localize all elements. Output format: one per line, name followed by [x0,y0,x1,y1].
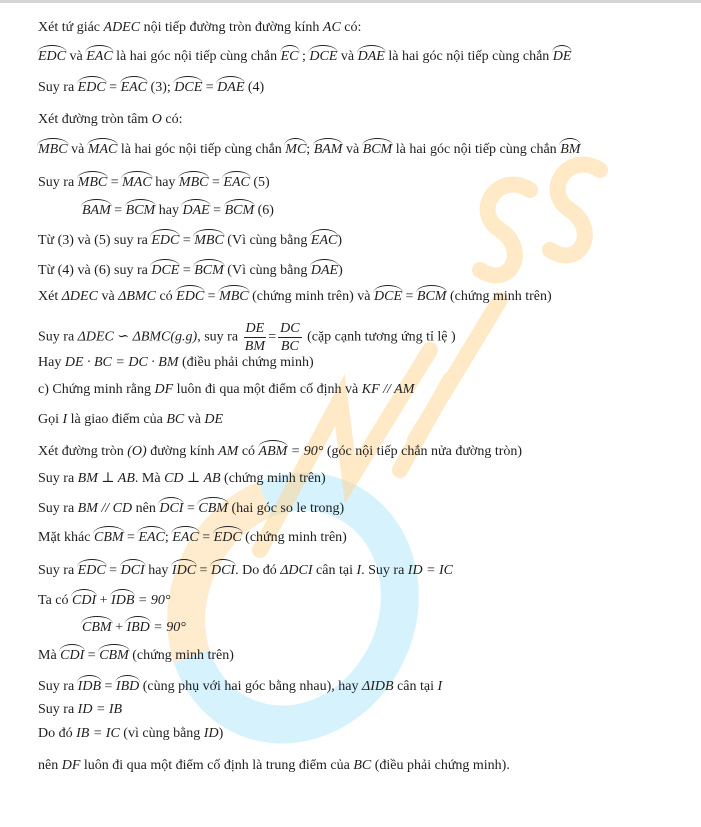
math-expression: = 90° [287,444,324,459]
angle-symbol: BAM [313,142,343,157]
text-segment: Suy ra [38,471,78,486]
text-segment: (chứng minh trên) [446,289,552,304]
text-line [38,173,270,193]
fraction-denominator: BC [280,339,299,354]
math-expression: AC [322,20,341,35]
angle-symbol: EAC [310,233,338,248]
text-line [38,110,182,130]
angle-symbol: DCI [210,563,236,578]
angle-symbol: CDI [60,648,85,663]
text-segment: Hay [38,355,65,370]
angle-symbol: DCI [159,501,184,516]
text-line [38,18,361,38]
text-segment: và [337,49,358,64]
angle-symbol: DCE [309,49,338,64]
text-segment: và [342,142,363,157]
text-segment: = [110,203,126,218]
text-line [38,78,264,98]
fraction [278,320,301,355]
text-segment: (Vì cùng bằng [223,233,311,248]
text-segment: Do đó [38,726,77,741]
math-expression: BC [353,758,372,773]
angle-symbol: IDC [171,563,197,578]
text-segment: (3); [147,80,175,95]
angle-symbol: MAC [87,142,118,157]
angle-symbol: EDC [77,563,106,578]
text-segment: ; [298,49,310,64]
angle-symbol: EAC [86,49,113,64]
angle-symbol: MBC [77,175,108,190]
text-segment: Suy ra [38,702,78,717]
text-segment: = [179,263,195,278]
text-segment: ) [338,263,343,278]
text-line [38,724,223,744]
math-expression: (O) [127,444,147,459]
math-expression: ΔBMC [118,289,156,304]
text-segment: Gọi [38,412,63,427]
math-expression: IB = IC [76,726,120,741]
math-expression: CD ⊥ AB [164,471,221,486]
text-line [38,591,170,611]
text-segment: Suy ra [38,329,78,345]
text-segment: hay [151,175,179,190]
text-line [38,677,442,697]
text-segment: = [209,203,225,218]
text-line [38,231,342,251]
angle-symbol: MC [285,142,307,157]
text-segment: + [96,593,112,608]
angle-symbol: EAC [172,530,199,545]
text-segment: = [107,175,123,190]
text-segment: và [66,49,87,64]
text-line [82,201,274,221]
text-segment: = [208,175,224,190]
text-segment: và [67,142,88,157]
text-segment: ; [164,530,173,545]
angle-symbol: BCM [224,203,255,218]
text-segment: là giao điểm của [67,412,167,427]
angle-symbol: DAE [357,49,385,64]
angle-symbol: CBM [82,620,112,635]
text-segment: = [105,80,121,95]
text-line [38,442,522,462]
angle-symbol: EDC [77,80,106,95]
fraction-numerator: DC [280,321,300,336]
text-segment: = [105,563,121,578]
text-line [38,561,453,581]
text-segment: (chứng minh trên) và [248,289,375,304]
text-segment: và [97,289,119,304]
text-segment: ) [337,233,343,248]
math-expression: O [151,112,162,127]
text-segment: , suy ra [197,329,242,345]
math-expression: BM ⊥ AB [77,471,135,486]
angle-symbol: DAE [310,263,339,278]
angle-symbol: CDI [72,593,97,608]
text-segment: Từ (3) và (5) suy ra [38,233,152,248]
text-segment: đường kính [146,444,219,459]
text-segment: nên [38,758,62,773]
text-segment: nên [132,501,160,516]
text-segment: cân tại [393,679,438,694]
angle-symbol: MBC [38,142,68,157]
text-segment: (Vì cùng bằng [223,263,311,278]
angle-symbol: IDB [111,593,135,608]
text-segment: Xét đường tròn tâm [38,112,152,127]
angle-symbol: MBC [219,289,249,304]
angle-symbol: EAC [138,530,165,545]
text-line [38,700,122,720]
text-segment: Suy ra [38,679,78,694]
text-segment: Suy ra [38,175,78,190]
math-expression: I [62,412,68,427]
math-expression: BM // CD [77,501,133,516]
angle-symbol: BCM [416,289,447,304]
text-segment: = [179,233,195,248]
angle-symbol: CBM [198,501,228,516]
text-segment: = [204,289,220,304]
text-segment: (6) [254,203,274,218]
angle-symbol: DCI [120,563,145,578]
text-line [38,353,314,373]
math-expression: KF // AM [361,382,415,397]
text-segment: Suy ra [38,501,78,516]
angle-symbol: ABM [258,444,288,459]
text-segment: (chứng minh trên) [241,530,347,545]
angle-symbol: EAC [120,80,148,95]
text-segment: ; [306,142,314,157]
text-line [38,469,326,489]
text-segment: . Suy ra [361,563,408,578]
math-expression: AM [218,444,239,459]
angle-symbol: BAM [82,203,111,218]
text-segment: ) [218,726,224,741]
text-segment: có [238,444,259,459]
text-segment: = [84,648,100,663]
top-divider [0,0,701,3]
text-segment: Suy ra [38,80,78,95]
math-expression: DE [204,412,224,427]
text-segment: Ta có [38,593,73,608]
text-segment: là hai góc nội tiếp cùng chắn [384,49,553,64]
text-segment: có [155,289,177,304]
math-expression: DE · BC = DC · BM [64,355,179,370]
math-expression: I [356,563,362,578]
text-segment: Xét đường tròn [38,444,128,459]
text-line [38,380,414,400]
text-segment: (chứng minh trên) [220,471,326,486]
text-segment: và [184,412,205,427]
angle-symbol: EDC [176,289,205,304]
text-segment: (hai góc so le trong) [227,501,345,516]
angle-symbol: CBM [93,530,124,545]
text-segment: Xét tứ giác [38,20,104,35]
angle-symbol: BM [560,142,581,157]
angle-symbol: DE [552,49,572,64]
text-segment: Suy ra [38,563,78,578]
angle-symbol: IDB [77,679,101,694]
text-segment: hay [144,563,172,578]
text-segment: luôn đi qua một điểm cố định và [173,382,362,397]
text-segment: = [196,563,211,578]
text-segment: = [402,289,417,304]
text-segment: (vì cùng bằng [119,726,204,741]
angle-symbol: DAE [217,80,245,95]
text-segment: Xét [38,289,62,304]
text-segment: có: [161,112,183,127]
text-segment: luôn đi qua một điểm cố định là trung điểm của [80,758,354,773]
angle-symbol: DCE [151,263,180,278]
angle-symbol: DCE [174,80,203,95]
angle-symbol: CBM [99,648,129,663]
text-line [38,320,456,354]
math-expression: = 90° [134,593,171,608]
angle-symbol: MAC [122,175,152,190]
text-segment: Mặt khác [38,530,94,545]
text-segment: = [198,530,214,545]
math-expression: ΔDCI [280,563,313,578]
angle-symbol: EDC [151,233,180,248]
angle-symbol: EAC [223,175,250,190]
text-segment: nội tiếp đường tròn đường kính [140,20,323,35]
text-segment: = [202,80,218,95]
angle-symbol: BCM [125,203,156,218]
text-segment: (góc nội tiếp chắn nửa đường tròn) [323,444,523,459]
text-segment: = [268,329,277,345]
angle-symbol: EC [280,49,299,64]
text-line [82,618,186,638]
fraction-denominator: BM [244,339,265,354]
text-line [38,499,344,519]
text-segment: (điều phải chứng minh). [371,758,510,773]
text-segment: hay [155,203,183,218]
angle-symbol: BCM [194,263,224,278]
text-line [38,528,347,548]
math-expression: ID [203,726,219,741]
text-segment: có: [340,20,362,35]
math-expression: DF [61,758,81,773]
text-segment: là hai góc nội tiếp cùng chắn [112,49,281,64]
angle-symbol: BCM [362,142,393,157]
text-segment: Từ (4) và (6) suy ra [38,263,152,278]
math-expression: BC [166,412,185,427]
text-segment: là hai góc nội tiếp cùng chắn [392,142,561,157]
angle-symbol: DCE [374,289,403,304]
angle-symbol: DAE [182,203,210,218]
text-segment: (điều phải chứng minh) [178,355,314,370]
text-line [38,261,343,281]
fraction [244,320,267,355]
angle-symbol: EDC [213,530,242,545]
text-segment: cân tại [312,563,357,578]
text-segment: + [111,620,127,635]
math-expression: ΔIDB [362,679,394,694]
math-expression: ID = IB [77,702,123,717]
angle-symbol: IBD [126,620,150,635]
text-segment: . Do đó [235,563,281,578]
text-line [38,410,223,430]
math-expression: I [437,679,443,694]
text-segment: (chứng minh trên) [128,648,234,663]
math-expression: ΔDEC [61,289,98,304]
angle-symbol: MBC [194,233,224,248]
text-segment: (cặp cạnh tương ứng tỉ lệ ) [303,329,456,345]
text-segment: = [123,530,139,545]
text-segment: = [101,679,116,694]
text-line [38,756,510,776]
math-expression: = 90° [149,620,186,635]
angle-symbol: MBC [178,175,209,190]
math-expression: ID = IC [407,563,454,578]
text-line [38,287,552,307]
text-segment: . Mà [134,471,165,486]
text-line [38,140,580,160]
angle-symbol: EDC [38,49,66,64]
fraction-numerator: DE [245,321,265,336]
text-segment: = [183,501,199,516]
text-line [38,646,234,666]
text-segment: là hai góc nội tiếp cùng chắn [117,142,286,157]
math-expression: DF [154,382,174,397]
text-segment: (5) [249,175,270,190]
text-segment: c) Chứng minh rằng [38,382,155,397]
text-line [38,47,571,67]
text-segment: (cùng phụ với hai góc bằng nhau), hay [139,679,363,694]
math-expression: ADEC [103,20,141,35]
math-expression: ΔDEC ∽ ΔBMC(g.g) [77,329,198,345]
text-segment: Mà [38,648,61,663]
angle-symbol: IBD [115,679,140,694]
text-segment: (4) [244,80,265,95]
